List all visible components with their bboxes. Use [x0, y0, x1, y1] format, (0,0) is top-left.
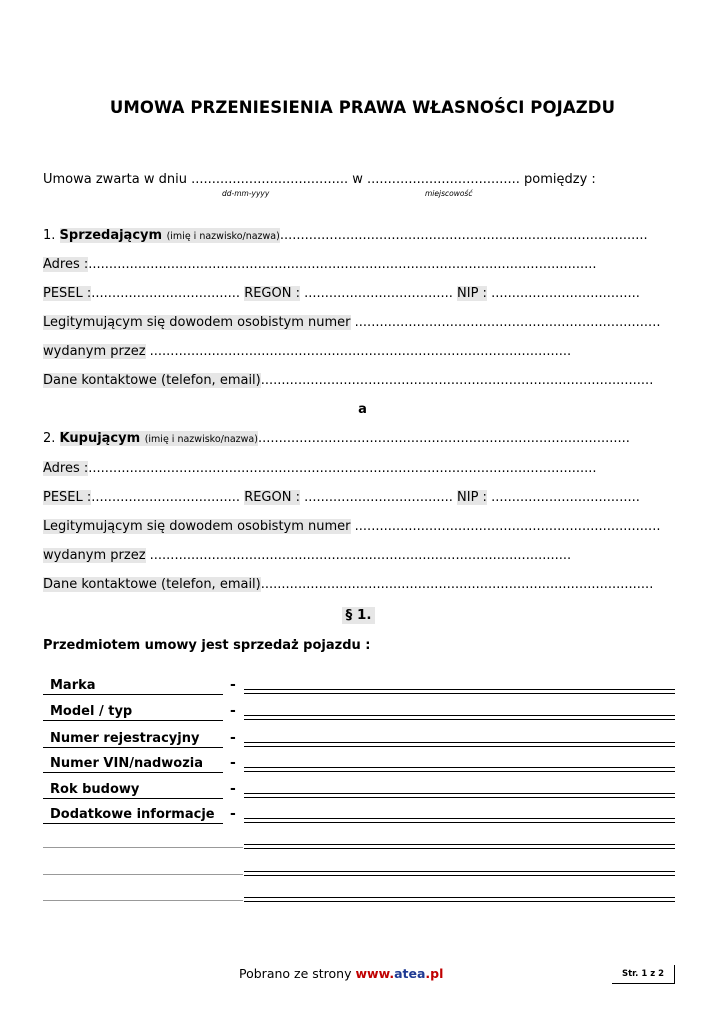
- footer-text: Pobrano ze strony: [239, 966, 356, 981]
- field-label-year: Rok budowy: [43, 782, 223, 799]
- buyer-nip-label: NIP :: [457, 490, 487, 505]
- seller-role: Sprzedającym (imię i nazwisko/nazwa): [59, 228, 280, 243]
- seller-id-field[interactable]: ..........................................................................: [350, 315, 661, 330]
- buyer-ids-row: [43, 490, 673, 506]
- section-mark: § 1.: [342, 607, 375, 624]
- extra-line-left: [43, 874, 243, 875]
- seller-issued-label: wydanym przez: [43, 344, 146, 359]
- buyer-id-label: Legitymującym się dowodem osobistym numer: [43, 519, 351, 534]
- extra-line-left: [43, 900, 243, 901]
- marka-input-line[interactable]: [244, 689, 675, 694]
- buyer-address-label: Adres :: [43, 461, 89, 476]
- document-title: UMOWA PRZENIESIENIA PRAWA WŁASNOŚCI POJAZDU: [109, 98, 616, 117]
- vin-input-line[interactable]: [244, 767, 675, 772]
- seller-ids-row: [43, 286, 673, 302]
- place-hint: miejscowość: [425, 189, 473, 198]
- buyer-address-row: [43, 461, 673, 477]
- field-dash: -: [230, 806, 236, 822]
- seller-nip-label: NIP :: [457, 286, 487, 301]
- page-number: Str. 1 z 2: [612, 965, 675, 984]
- field-dash: -: [230, 677, 236, 693]
- seller-name-field[interactable]: .........................................................................................: [279, 228, 648, 243]
- field-dash: -: [230, 703, 236, 719]
- intro-suffix: pomiędzy :: [519, 172, 596, 187]
- extra-input-line[interactable]: [244, 871, 675, 876]
- buyer-number: 2.: [43, 431, 60, 446]
- registration-input-line[interactable]: [244, 742, 675, 747]
- extra-line-left: [43, 847, 243, 848]
- intro-prefix: Umowa zwarta w dniu: [43, 172, 187, 187]
- seller-id-label: Legitymującym się dowodem osobistym numer: [43, 315, 351, 330]
- buyer-address-field[interactable]: ...........................................................................................................................: [88, 461, 597, 476]
- field-label-additional: Dodatkowe informacje: [43, 807, 223, 824]
- place-field[interactable]: .....................................: [367, 172, 520, 187]
- seller-issued-row: [43, 344, 673, 360]
- buyer-hint: (imię i nazwisko/nazwa): [144, 434, 258, 445]
- buyer-name-row: [43, 431, 673, 448]
- buyer-id-field[interactable]: ..........................................................................: [350, 519, 661, 534]
- buyer-nip-field[interactable]: ....................................: [486, 490, 640, 505]
- seller-regon-label: REGON :: [244, 286, 300, 301]
- buyer-regon-label: REGON :: [244, 490, 300, 505]
- seller-issued-field[interactable]: ......................................................................................................: [145, 344, 572, 359]
- buyer-role: Kupującym (imię i nazwisko/nazwa): [59, 431, 258, 446]
- seller-address-row: [43, 257, 673, 273]
- intro-w: w: [348, 172, 368, 187]
- seller-hint: (imię i nazwisko/nazwa): [166, 231, 280, 242]
- buyer-id-row: [43, 519, 673, 535]
- seller-nip-field[interactable]: ....................................: [486, 286, 640, 301]
- buyer-contact-field[interactable]: ...............................................................................................: [260, 577, 654, 592]
- seller-address-field[interactable]: ...........................................................................................................................: [88, 257, 597, 272]
- buyer-contact-row: [43, 577, 673, 593]
- field-dash: -: [230, 730, 236, 746]
- buyer-name-field[interactable]: ..........................................................................................: [257, 431, 630, 446]
- seller-pesel-field[interactable]: ....................................: [91, 286, 241, 301]
- field-dash: -: [230, 755, 236, 771]
- year-input-line[interactable]: [244, 793, 675, 798]
- additional-input-line[interactable]: [244, 818, 675, 823]
- intro-line: [43, 172, 673, 188]
- field-label-model: Model / typ: [43, 704, 223, 721]
- field-label-marka: Marka: [43, 678, 223, 695]
- extra-input-line[interactable]: [244, 897, 675, 902]
- seller-id-row: [43, 315, 673, 331]
- date-hint: dd-mm-yyyy: [222, 189, 270, 198]
- buyer-pesel-label: PESEL :: [43, 490, 92, 505]
- buyer-issued-field[interactable]: ......................................................................................................: [145, 548, 572, 563]
- buyer-pesel-field[interactable]: ....................................: [91, 490, 241, 505]
- model-input-line[interactable]: [244, 715, 675, 720]
- field-dash: -: [230, 781, 236, 797]
- field-label-registration: Numer rejestracyjny: [43, 731, 223, 748]
- seller-number: 1.: [43, 228, 60, 243]
- seller-contact-row: [43, 373, 673, 389]
- buyer-issued-row: [43, 548, 673, 564]
- and-word: a: [358, 402, 367, 417]
- date-field[interactable]: ......................................: [191, 172, 349, 187]
- footer-link[interactable]: www.atea.pl: [355, 966, 444, 981]
- seller-name-row: [43, 228, 673, 245]
- subject-heading: Przedmiotem umowy jest sprzedaż pojazdu :: [43, 638, 371, 653]
- seller-address-label: Adres :: [43, 257, 89, 272]
- extra-input-line[interactable]: [244, 844, 675, 849]
- seller-contact-field[interactable]: ...............................................................................................: [260, 373, 654, 388]
- seller-contact-label: Dane kontaktowe (telefon, email): [43, 373, 261, 388]
- seller-pesel-label: PESEL :: [43, 286, 92, 301]
- buyer-issued-label: wydanym przez: [43, 548, 146, 563]
- footer-source: [239, 966, 443, 981]
- field-label-vin: Numer VIN/nadwozia: [43, 756, 223, 773]
- buyer-contact-label: Dane kontaktowe (telefon, email): [43, 577, 261, 592]
- seller-regon-field[interactable]: ....................................: [299, 286, 453, 301]
- buyer-regon-field[interactable]: ....................................: [299, 490, 453, 505]
